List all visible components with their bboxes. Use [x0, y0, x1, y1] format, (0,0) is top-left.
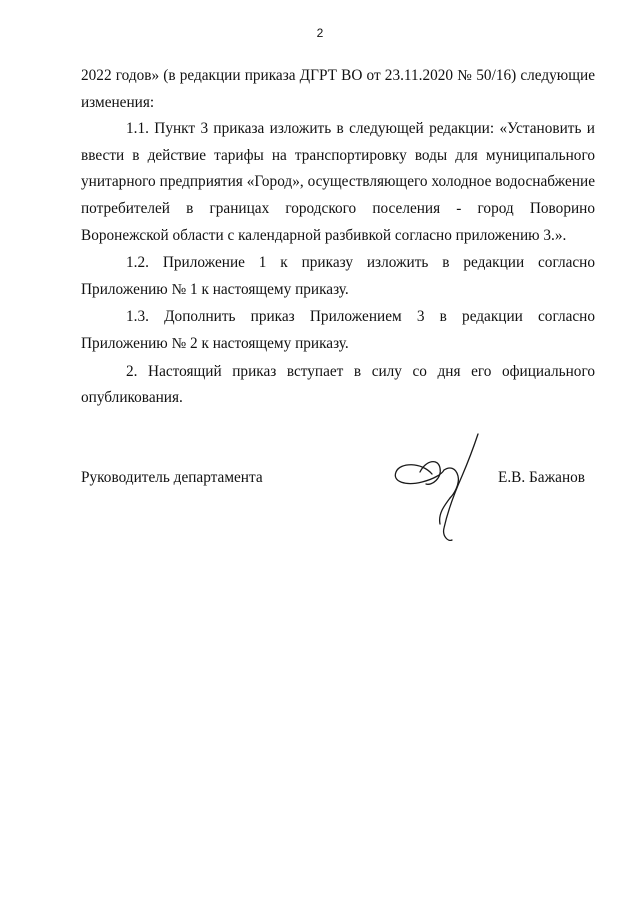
item-1-2-paragraph: 1.2. Приложение 1 к приказу изложить в редакции согласно Приложению № 1 к настоящему приказу. — [81, 254, 595, 298]
item-2-paragraph: 2. Настоящий приказ вступает в силу со дня его официального опубликования. — [81, 362, 595, 407]
item-1-1-paragraph: 1.1. Пункт 3 приказа изложить в следующей редакции: «Установить и ввести в действие тарифы на транспортировку воды для муниципального унитарного предприятия «Город», осуществляющего холодное водоснабжение потребителей в границах городского поселения - город Поворино Воронежской области с календарной разбивкой согласно приложению 3.». — [81, 120, 595, 244]
signatory-name: Е.В. Бажанов — [498, 469, 586, 486]
intro-paragraph: 2022 годов» (в редакции приказа ДГРТ ВО от 23.11.2020 № 50/16) следующие изменения: — [81, 67, 595, 111]
page-number: 2 — [316, 26, 324, 40]
signatory-title: Руководитель департамента — [81, 469, 263, 486]
item-1-3-paragraph: 1.3. Дополнить приказ Приложением 3 в редакции согласно Приложению № 2 к настоящему приказу. — [81, 308, 595, 352]
document-body — [81, 63, 595, 412]
handwritten-signature — [392, 432, 482, 544]
